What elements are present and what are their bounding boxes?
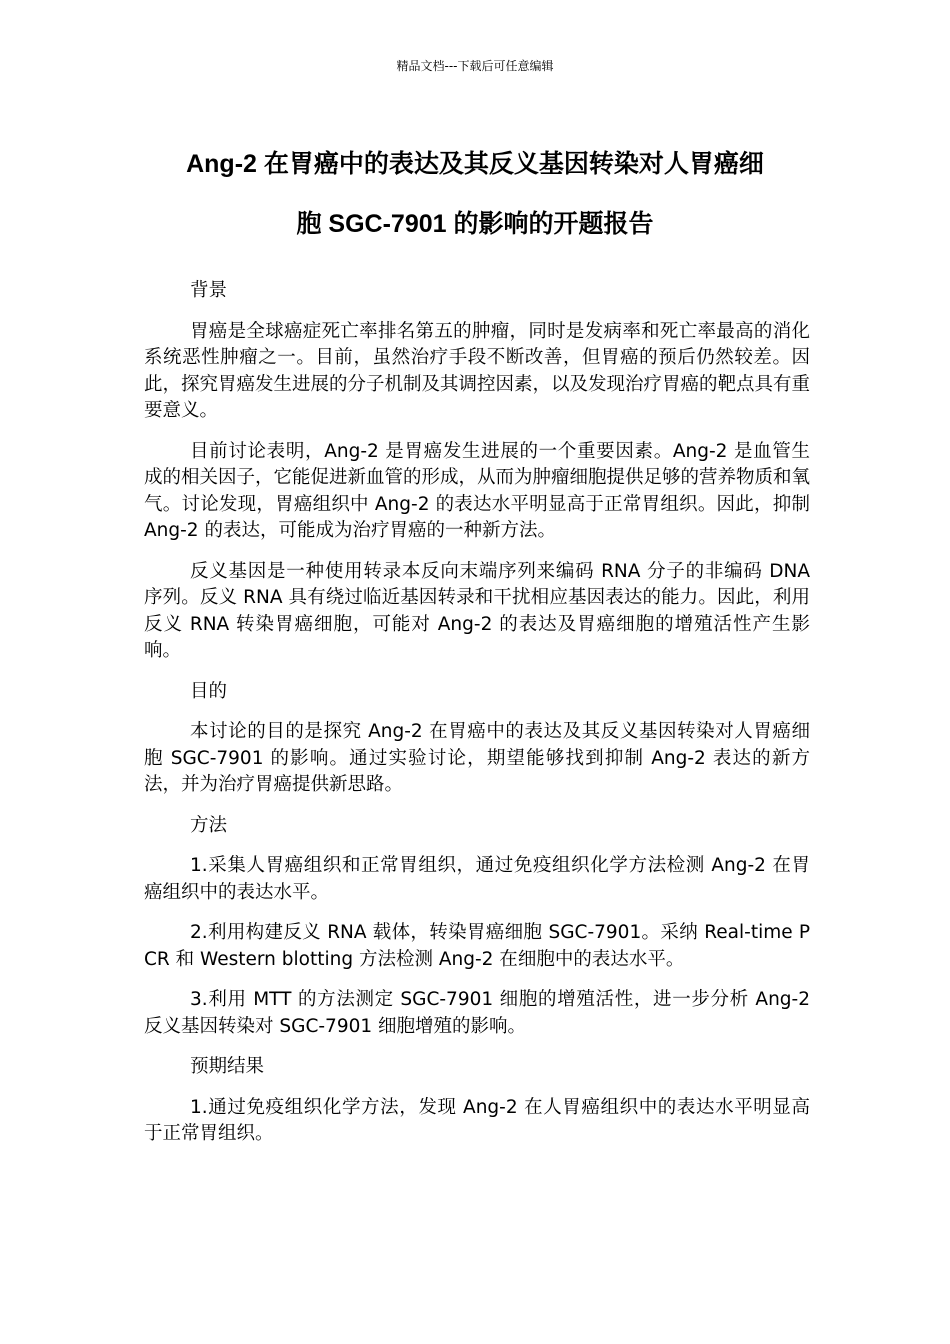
title-line-2: 胞 SGC-7901 的影响的开题报告 — [296, 210, 654, 238]
paragraph-background-3: 反义基因是一种使用转录本反向末端序列来编码 RNA 分子的非编码 DNA 序列。反义 RNA 具有绕过临近基因转录和干扰相应基因表达的能力。因此，利用反义 RNA 转染胃癌细胞，可能对 Ang-2 的表达及胃癌细胞的增殖活性产生影响。 — [144, 560, 810, 661]
paragraph-background-1: 胃癌是全球癌症死亡率排名第五的肿瘤，同时是发病率和死亡率最高的消化系统恶性肿瘤之一。目前，虽然治疗手段不断改善，但胃癌的预后仍然较差。因此，探究胃癌发生进展的分子机制及其调控因素，以及发现治疗胃癌的靶点具有重要意义。 — [144, 320, 811, 421]
paragraph-method-1: 1.采集人胃癌组织和正常胃组织，通过免疫组织化学方法检测 Ang-2 在胃癌组织中的表达水平。 — [144, 855, 810, 903]
paragraph-method-2: 2.利用构建反义 RNA 载体，转染胃癌细胞 SGC-7901。采纳 Real-time PCR 和 Western blotting 方法检测 Ang-2 在细胞中的表达水平。 — [144, 922, 810, 970]
section-heading-expected-results: 预期结果 — [190, 1056, 265, 1077]
section-heading-purpose: 目的 — [190, 680, 228, 702]
title-line-1: Ang-2 在胃癌中的表达及其反义基因转染对人胃癌细 — [186, 150, 764, 178]
header-note: 精品文档---下载后可任意编辑 — [396, 59, 554, 73]
paragraph-result-1: 1.通过免疫组织化学方法，发现 Ang-2 在人胃癌组织中的表达水平明显高于正常胃组织。 — [144, 1096, 810, 1144]
paragraph-method-3: 3.利用 MTT 的方法测定 SGC-7901 细胞的增殖活性，进一步分析 Ang-2 反义基因转染对 SGC-7901 细胞增殖的影响。 — [144, 989, 810, 1037]
paragraph-purpose: 本讨论的目的是探究 Ang-2 在胃癌中的表达及其反义基因转染对人胃癌细胞 SGC-7901 的影响。通过实验讨论，期望能够找到抑制 Ang-2 表达的新方法，并为治疗胃癌提供新思路。 — [144, 721, 810, 795]
paragraph-background-2: 目前讨论表明，Ang-2 是胃癌发生进展的一个重要因素。Ang-2 是血管生成的相关因子，它能促进新血管的形成，从而为肿瘤细胞提供足够的营养物质和氧气。讨论发现，胃癌组织中 Ang-2 的表达水平明显高于正常胃组织。因此，抑制 Ang-2 的表达，可能成为治疗胃癌的一种新方法。 — [144, 440, 811, 541]
document-title — [144, 134, 806, 254]
section-heading-methods: 方法 — [190, 814, 228, 836]
document-body — [144, 278, 810, 1162]
section-heading-background: 背景 — [190, 280, 228, 301]
